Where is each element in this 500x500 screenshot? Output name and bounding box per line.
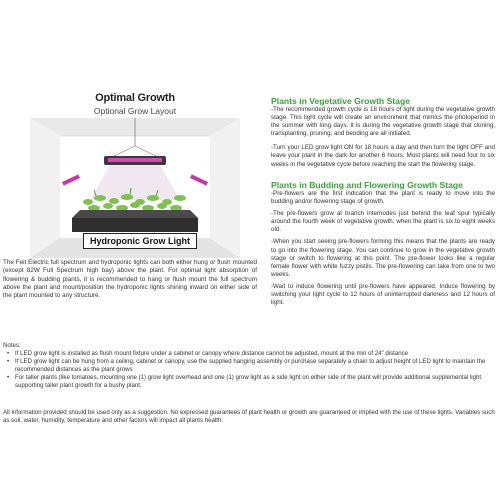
page-subtitle: Optional Grow Layout	[93, 106, 177, 116]
section-paragraph: -When you start seeing pre-flowers forming this means that the plants are ready to go into the flowering stage. You can continue to grow in the vegetative growth stage or switch to flowering at this point. The pre-flower looks like a regular female flower with white fuzzy pistils. The pre-flowering can take from one to two weeks.	[271, 238, 495, 278]
section-title: Plants in Budding and Flowering Growth Stage	[271, 180, 463, 190]
note-item: • For taller plants (like tomatoes, mounting one (1) grow light overhead and one (1) grow light as a side light on either side of the plant will provide additional supplemental light supporting taller plant growth for a bushy plant.	[11, 374, 497, 390]
notes-block	[3, 342, 497, 391]
section-paragraph: -Turn your LED grow light ON for 18 hours a day and then turn the light OFF and leave your plant in the dark for another 6 hours. Most plants will need four to six weeks in the vegetative cycle before reaching the start the flowering stage.	[271, 144, 495, 168]
section-paragraph: -The pre-flowers grow at branch internodes just behind the leaf spur typically around the fourth week of vegetative growth, when the plant is six to eight weeks old.	[271, 210, 495, 234]
page-title: Optimal Growth	[95, 92, 175, 104]
right-wall	[210, 118, 240, 258]
hydroponic-tray	[72, 210, 198, 218]
section-paragraph: -The recommended growth cycle is 18 hours of light during the vegetative growth stage. This light cycle will create an environment that mimics the photoperiod in the summer with long days. It is during the vegetative growth stage that cloning, transplanting, pruning, and bending are all initiated.	[271, 106, 495, 138]
left-wall	[30, 118, 60, 258]
disclaimer: All information provided should be used only as a suggestion. No expressed guarantees of plant health or growth are guaranteed or implied with the use of these lights. Variables such as soil, water, humidity, temperature and other factors will impact all plants health.	[3, 409, 495, 425]
hydroponic-grow-light-label: Hydroponic Grow Light	[83, 233, 197, 249]
section-paragraph: -Wait to induce flowering until pre-flowers have appeared. Induce flowering by switching your light cycle to 12 hours of uninterrupted darkness and 12 hours of light.	[271, 282, 495, 307]
vegetative-section	[271, 96, 495, 169]
intro-text: The Feit Electric full spectrum and hydroponic lights can both either hung or flush mounted (except 82W Full Spectrum high bay) above the plant. For optimal light absorption of flowering & budding plants, it is recommended to hang or flush mount the full spectrum above the plant and mount/position the hydroponic lights shining inward on either side of the plant mounted to any structure.	[3, 259, 257, 300]
section-title: Plants in Vegetative Growth Stage	[271, 96, 410, 106]
note-item: • If LED grow light is installed as flush mount fixture under a cabinet or canopy where distance cannot be adjusted, mount at the min of 24" distance	[11, 350, 497, 358]
notes-heading: Notes:	[3, 342, 21, 349]
notes-list	[3, 350, 497, 390]
flowering-section	[271, 180, 495, 307]
note-item: • If LED grow light can be hung from a ceiling, cabinet or canopy, use the supplied hanging assembly or purchase separately a chain to adjust height of LED light to maintain the recommended distances as the plant grows	[11, 358, 497, 374]
section-paragraph: -Pre-flowers are the first indication that the plant is ready to move into the budding and/or flowering stage of growth.	[271, 190, 495, 206]
